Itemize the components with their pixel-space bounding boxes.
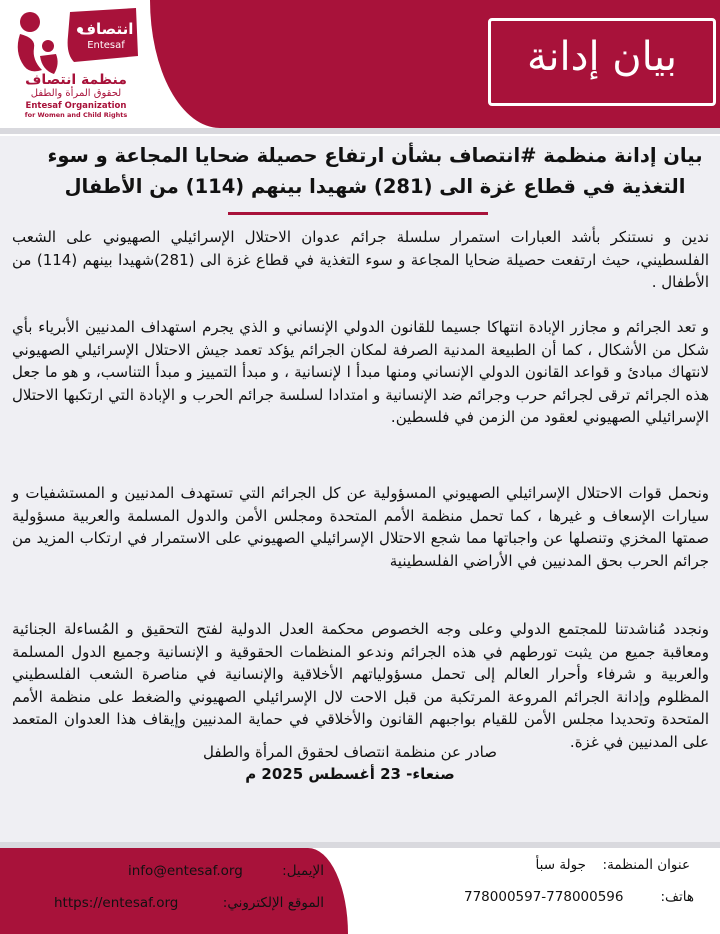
phone-label: هاتف:: [660, 889, 694, 905]
logo-name-en: Entesaf Organization: [25, 101, 127, 111]
headline-divider: [228, 212, 488, 215]
organization-logo: [2, 2, 150, 128]
statement-headline: بيان إدانة منظمة #انتصاف بشأن ارتفاع حصيلة ضحايا المجاعة و سوء التغذية في قطاع غزة الى (281) شهيدا بينهم (114) من الأطفال: [47, 144, 703, 198]
email-label: الإيميل:: [282, 863, 324, 879]
logo-mark-text: انتصاف: [78, 20, 134, 38]
logo-subtitle-en: for Women and Child Rights: [24, 111, 128, 119]
paragraph-3: ونحمل قوات الاحتلال الإسرائيلي الصهيوني المسؤولية عن كل الجرائم التي تستهدف المدنيين و المستشفيات و سيارات الإسعاف و غيرها ، كما تحمل منظمة الأمم المتحدة ومجلس الأمن والدول المسلمة والعربية مسؤولية صمتها المخزي وتنصلها عن واجباتها مما شجع الاحتلال الإسرائيلي الصهيوني على الاستمرار في ارتكاب المزيد من جرائم الحرب بحق المدنيين في الأراضي الفلسطينية: [12, 484, 709, 570]
logo-name-ar: منظمة انتصاف: [25, 72, 127, 88]
footer-band: [0, 848, 348, 934]
title-box: [488, 18, 716, 106]
address-value: جولة سبأ: [535, 857, 586, 873]
paragraph-1: ندين و نستنكر بأشد العبارات استمرار سلسلة جرائم عدوان الاحتلال الإسرائيلي الصهيوني على الشعب الفلسطيني، حيث ارتفعت حصيلة ضحايا المجاعة و سوء التغذية في قطاع غزة الى (281)شهيدا بينهم (114) من الأطفال .: [12, 228, 709, 291]
website-label: الموقع الإلكتروني:: [222, 895, 324, 911]
email-link[interactable]: info@entesaf.org: [128, 863, 243, 879]
signature-issuer: صادر عن منظمة انتصاف لحقوق المرأة والطفل: [203, 743, 497, 761]
website-link[interactable]: https://entesaf.org: [54, 895, 179, 911]
paragraph-2: و تعد الجرائم و مجازر الإبادة انتهاكا جسيما للقانون الدولي الإنساني و الذي يجرم استهداف المدنيين الأبرياء بأي شكل من الأشكال ، كما أن الطبيعة المدنية الصرفة لمكان الجرائم يؤكد تعمد جيش الاحتلال الإسرائيلي الصهيوني لانتهاك مبادئ و قواعد القانون الدولي الإنساني ومنها مبدأ ا لإنسانية ، و مبدأ التمييز و مبدأ التناسب، و هو ما جعل هذه الجرائم ترقى لجرائم حرب وجرائم ضد الإنسانية و امتدادا لسلسة جرائم الحرب و الإبادة التي ارتكبها الاحتلال الإسرائيلي الصهيوني لعقود من الزمن في فلسطين.: [12, 318, 709, 426]
logo-subtitle-ar: لحقوق المرأة والطفل: [30, 88, 122, 99]
phone-value: 778000597-778000596: [464, 889, 624, 905]
logo-mark-icon: [12, 4, 142, 82]
paragraph-4: ونجدد مُناشدتنا للمجتمع الدولي وعلى وجه الخصوص محكمة العدل الدولية لفتح التحقيق و المُساءلة الجنائية ومعاقبة جميع من يثبت تورطهم في هذه الجرائم وندعو المنظمات الحقوقية و الإنسانية وجميع الدول المسلمة والعربية و شرفاء وأحرار العالم إلى تحمل مسؤولياتهم الأخلاقية والإنسانية في مناصرة الشعب الفلسطيني المظلوم وإدانة الجرائم المروعة المرتكبة من قبل الاحت لال الإسرائيلي الصهيوني والضغط على منظمة الأمم المتحدة وتحديدا مجلس الأمن للقيام بواجبهم القانون والأخلاقي في حماية المدنيين وإيقاف هذا العدوان المتعمد على المدنيين في غزة.: [12, 620, 709, 751]
signature-block: [120, 741, 580, 785]
address-label: عنوان المنظمة:: [602, 857, 690, 873]
page-title: بيان إدانة: [526, 34, 678, 80]
logo-mark-text-en: Entesaf: [87, 40, 125, 51]
signature-date: صنعاء- 23 أغسطس 2025 م: [245, 765, 455, 783]
header-divider-strip: [0, 128, 720, 134]
